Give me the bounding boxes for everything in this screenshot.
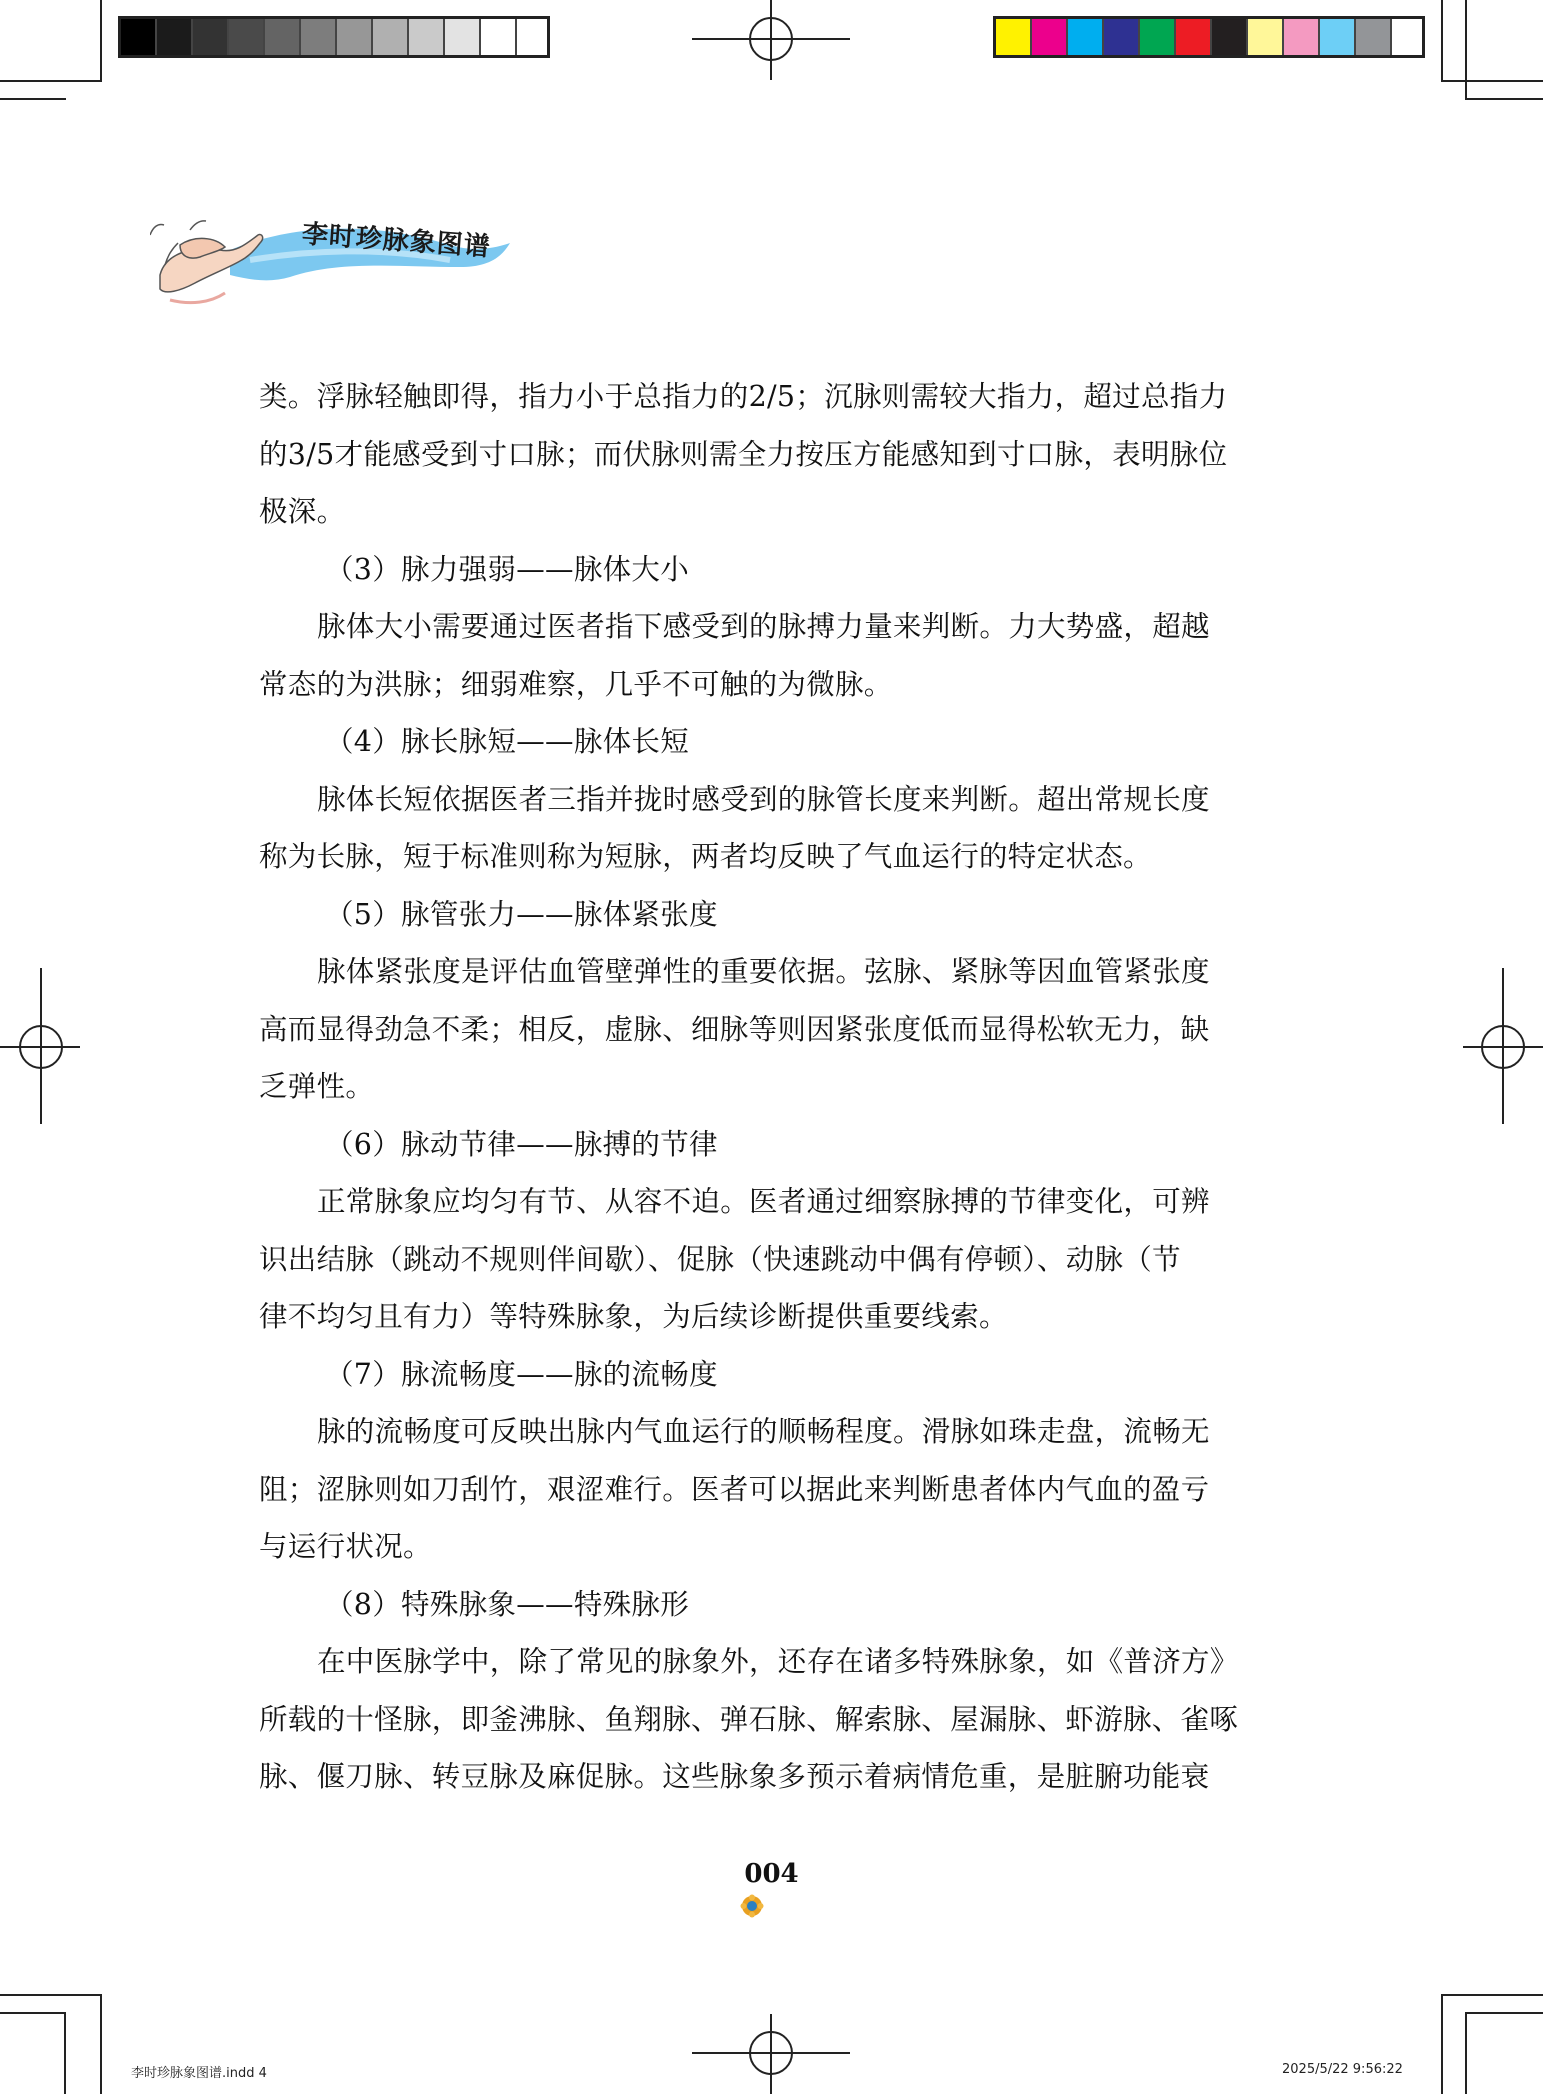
crop-mark bbox=[64, 2012, 66, 2094]
text-line: 脉体长短依据医者三指并拢时感受到的脉管长度来判断。超出常规长度 bbox=[317, 782, 1210, 816]
color-swatch bbox=[1248, 19, 1284, 55]
crop-mark bbox=[1465, 2012, 1543, 2014]
section-heading: （7）脉流畅度——脉的流畅度 bbox=[325, 1357, 718, 1391]
gray-swatch bbox=[157, 19, 193, 55]
crop-mark bbox=[1465, 0, 1467, 100]
page-number: 004 bbox=[744, 1859, 799, 1889]
text-line: 乏弹性。 bbox=[259, 1070, 375, 1103]
crop-mark bbox=[0, 98, 64, 100]
crop-mark bbox=[64, 98, 66, 100]
crop-mark bbox=[1443, 80, 1543, 82]
gray-swatch bbox=[445, 19, 481, 55]
crop-mark bbox=[0, 80, 100, 82]
grayscale-color-bar bbox=[118, 16, 550, 58]
text-line: 脉的流畅度可反映出脉内气血运行的顺畅程度。滑脉如珠走盘，流畅无 bbox=[317, 1415, 1210, 1448]
gray-swatch bbox=[229, 19, 265, 55]
color-swatch bbox=[1176, 19, 1212, 55]
flower-ornament-icon bbox=[740, 1894, 764, 1918]
text-line: 脉体紧张度是评估血管壁弹性的重要依据。弦脉、紧脉等因血管紧张度 bbox=[317, 955, 1210, 988]
gray-swatch bbox=[121, 19, 157, 55]
crop-mark bbox=[1441, 0, 1443, 82]
gray-swatch bbox=[265, 19, 301, 55]
text-line: 在中医脉学中，除了常见的脉象外，还存在诸多特殊脉象，如《普济方》 bbox=[317, 1645, 1239, 1678]
text-line: 称为长脉，短于标准则称为短脉，两者均反映了气血运行的特定状态。 bbox=[259, 840, 1152, 873]
section-heading: （5）脉管张力——脉体紧张度 bbox=[325, 897, 718, 931]
color-swatch bbox=[1140, 19, 1176, 55]
text-line: 类。浮脉轻触即得，指力小于总指力的2/5；沉脉则需较大指力，超过总指力 bbox=[259, 380, 1228, 413]
section-heading: （8）特殊脉象——特殊脉形 bbox=[325, 1587, 690, 1621]
text-line: 律不均匀且有力）等特殊脉象，为后续诊断提供重要线索。 bbox=[259, 1300, 1008, 1333]
crop-mark bbox=[100, 1994, 102, 2094]
gray-swatch bbox=[373, 19, 409, 55]
footer-filename: 李时珍脉象图谱.indd 4 bbox=[131, 2066, 267, 2081]
color-swatch bbox=[1284, 19, 1320, 55]
crop-mark bbox=[1441, 1994, 1443, 2094]
section-heading: （4）脉长脉短——脉体长短 bbox=[325, 725, 690, 758]
gray-swatch bbox=[337, 19, 373, 55]
color-swatch bbox=[1320, 19, 1356, 55]
text-line: 阻；涩脉则如刀刮竹，艰涩难行。医者可以据此来判断患者体内气血的盈亏 bbox=[259, 1472, 1210, 1506]
color-swatch bbox=[1032, 19, 1068, 55]
text-line: 正常脉象应均匀有节、从容不迫。医者通过细察脉搏的节律变化，可辨 bbox=[317, 1185, 1210, 1218]
crop-mark bbox=[1443, 1994, 1543, 1996]
text-line: 脉体大小需要通过医者指下感受到的脉搏力量来判断。力大势盛，超越 bbox=[317, 610, 1210, 643]
process-color-bar bbox=[993, 16, 1425, 58]
text-line: 所载的十怪脉，即釜沸脉、鱼翔脉、弹石脉、解索脉、屋漏脉、虾游脉、雀啄 bbox=[259, 1702, 1239, 1736]
color-swatch bbox=[1212, 19, 1248, 55]
crop-mark bbox=[0, 2012, 64, 2014]
section-heading: （6）脉动节律——脉搏的节律 bbox=[325, 1127, 718, 1161]
text-line: 识出结脉（跳动不规则伴间歇）、促脉（快速跳动中偶有停顿）、动脉（节 bbox=[259, 1242, 1181, 1276]
section-heading: （3）脉力强弱——脉体大小 bbox=[325, 552, 690, 586]
text-line: 高而显得劲急不柔；相反，虚脉、细脉等则因紧张度低而显得松软无力，缺 bbox=[259, 1012, 1210, 1046]
footer-timestamp: 2025/5/22 9:56:22 bbox=[1282, 2062, 1403, 2077]
text-line: 脉、偃刀脉、转豆脉及麻促脉。这些脉象多预示着病情危重，是脏腑功能衰 bbox=[259, 1760, 1210, 1793]
color-swatch bbox=[1068, 19, 1104, 55]
gray-swatch bbox=[301, 19, 337, 55]
color-swatch bbox=[996, 19, 1032, 55]
gray-swatch bbox=[409, 19, 445, 55]
gray-swatch bbox=[193, 19, 229, 55]
gray-swatch bbox=[481, 19, 517, 55]
crop-mark bbox=[1465, 2012, 1467, 2094]
color-swatch bbox=[1104, 19, 1140, 55]
text-line: 极深。 bbox=[259, 495, 346, 528]
book-title: 李时珍脉象图谱 bbox=[301, 219, 492, 263]
text-line: 与运行状况。 bbox=[259, 1530, 432, 1563]
text-line: 的3/5才能感受到寸口脉；而伏脉则需全力按压方能感知到寸口脉，表明脉位 bbox=[259, 437, 1228, 471]
body-text bbox=[259, 368, 1245, 1806]
crop-mark bbox=[100, 0, 102, 82]
crop-mark bbox=[1465, 98, 1543, 100]
crop-mark bbox=[0, 1994, 100, 1996]
text-line: 常态的为洪脉；细弱难察，几乎不可触的为微脉。 bbox=[259, 667, 893, 701]
color-swatch bbox=[1356, 19, 1392, 55]
